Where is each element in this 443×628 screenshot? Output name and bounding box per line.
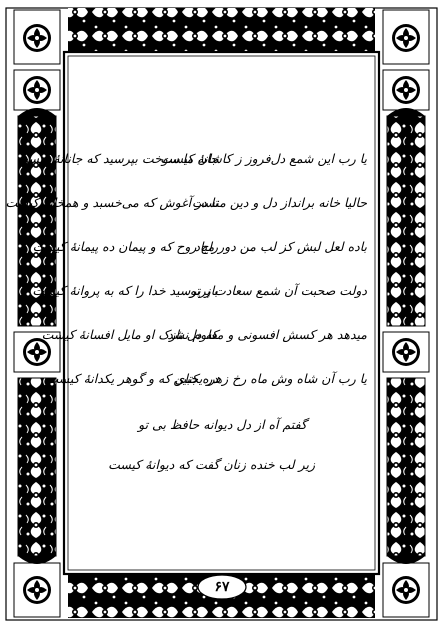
hemistich-left: راح روح که و پیمان ده پیمانهٔ کیست — [32, 239, 218, 254]
hemistich-right: میدهد هر کسش افسونی و معلوم نشد — [167, 327, 367, 342]
hemistich-right: باده لعل لبش کز لب من دور مباد — [194, 239, 367, 254]
hemistich-right: دولت صحبت آن شمع سعادت پرتو — [189, 283, 367, 298]
couplet-1 — [16, 144, 375, 174]
couplet-6 — [46, 364, 375, 394]
couplet-5 — [41, 320, 375, 350]
page-number: ۶۷ — [214, 579, 230, 595]
poem-text-area — [5, 58, 375, 570]
hemistich-left: در یکتای که و گوهر یکدانهٔ کیست — [46, 371, 218, 386]
hemistich-right: یا رب آن شاه وش ماه رخ زهره جبین — [173, 371, 367, 386]
hemistich-right: حالیا خانه برانداز دل و دین منست — [191, 195, 367, 210]
couplet-2 — [5, 188, 375, 218]
couplet-3 — [32, 232, 375, 262]
hemistich-left: تا در آغوش که می‌خسبد و همخانهٔ کیست — [5, 195, 218, 210]
closing-line-2: زیر لب خنده زنان گفت که دیوانهٔ کیست — [108, 457, 315, 472]
hemistich-left: جان ما سوخت بپرسید که جانانهٔ کیست — [16, 151, 218, 166]
hemistich-left: باز پرسید خدا را که به پروانهٔ کیست — [32, 283, 218, 298]
couplet-4 — [32, 276, 375, 306]
hemistich-right: یا رب این شمع دل‌فروز ز کاشانهٔ کیست — [160, 151, 367, 166]
closing-line-1: گفتم آه از دل دیوانه حافظ بی تو — [138, 417, 307, 432]
hemistich-left: که دل نازک او مایل افسانهٔ کیست — [41, 327, 218, 342]
